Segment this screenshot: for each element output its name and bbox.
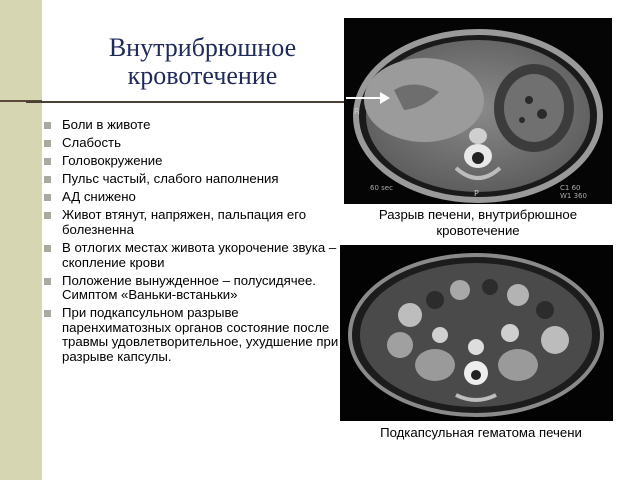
bullet-text: Живот втянут, напряжен, пальпация его болезненна xyxy=(62,207,307,237)
bullet-text: Пульс частый, слабого наполнения xyxy=(62,171,279,187)
bullet-square-icon xyxy=(44,176,51,183)
bullet-text: В отлогих местах живота укорочение звука – скопление крови xyxy=(62,240,337,270)
ct-label-w1: W1 360 xyxy=(560,192,587,200)
bullet-square-icon xyxy=(44,245,51,252)
ct-label-time: 60 sec xyxy=(370,184,393,192)
ct-scan-liver-rupture xyxy=(344,18,612,204)
bullet-item xyxy=(44,274,344,303)
slide-title: Внутрибрюшное кровотечение xyxy=(108,33,297,90)
bullet-item xyxy=(44,118,344,133)
bullet-text: Положение вынужденное – полусидячее. Симптом «Ваньки-встаньки» xyxy=(62,272,316,303)
bullet-item xyxy=(44,136,344,151)
bullet-text: При подкапсульном разрыве паренхиматозных органов состояние после травмы удовлетворительное, ухудшение при разрыве капсулы. xyxy=(62,305,339,364)
title-divider xyxy=(26,101,344,103)
sidebar-band xyxy=(0,0,42,480)
bullet-square-icon xyxy=(44,122,51,129)
bullet-square-icon xyxy=(44,140,51,147)
bullet-text: АД снижено xyxy=(62,189,136,205)
caption-liver-rupture: Разрыв печени, внутрибрюшное кровотечение xyxy=(378,207,578,238)
bullet-item xyxy=(44,154,344,169)
caption-subcapsular-hematoma: Подкапсульная гематома печени xyxy=(380,425,582,440)
bullet-text: Слабость xyxy=(62,135,121,151)
ct-scan-subcapsular-hematoma xyxy=(340,245,613,421)
bullet-item xyxy=(44,190,344,205)
bullet-item xyxy=(44,306,344,364)
bullet-square-icon xyxy=(44,194,51,201)
ct-scan-drawing-2 xyxy=(340,245,613,421)
ct-label-p: P xyxy=(474,189,479,198)
bullet-text: Головокружение xyxy=(62,153,163,169)
ct-scan-drawing xyxy=(344,18,612,204)
bullet-item xyxy=(44,241,344,270)
bullet-square-icon xyxy=(44,158,51,165)
bullet-list xyxy=(44,118,344,368)
bullet-square-icon xyxy=(44,310,51,317)
ct-label-r: R xyxy=(354,107,360,116)
bullet-square-icon xyxy=(44,212,51,219)
bullet-text: Боли в животе xyxy=(62,117,151,132)
bullet-square-icon xyxy=(44,278,51,285)
ct-label-c1: C1 60 xyxy=(560,184,581,192)
bullet-item xyxy=(44,172,344,187)
bullet-item xyxy=(44,208,344,237)
